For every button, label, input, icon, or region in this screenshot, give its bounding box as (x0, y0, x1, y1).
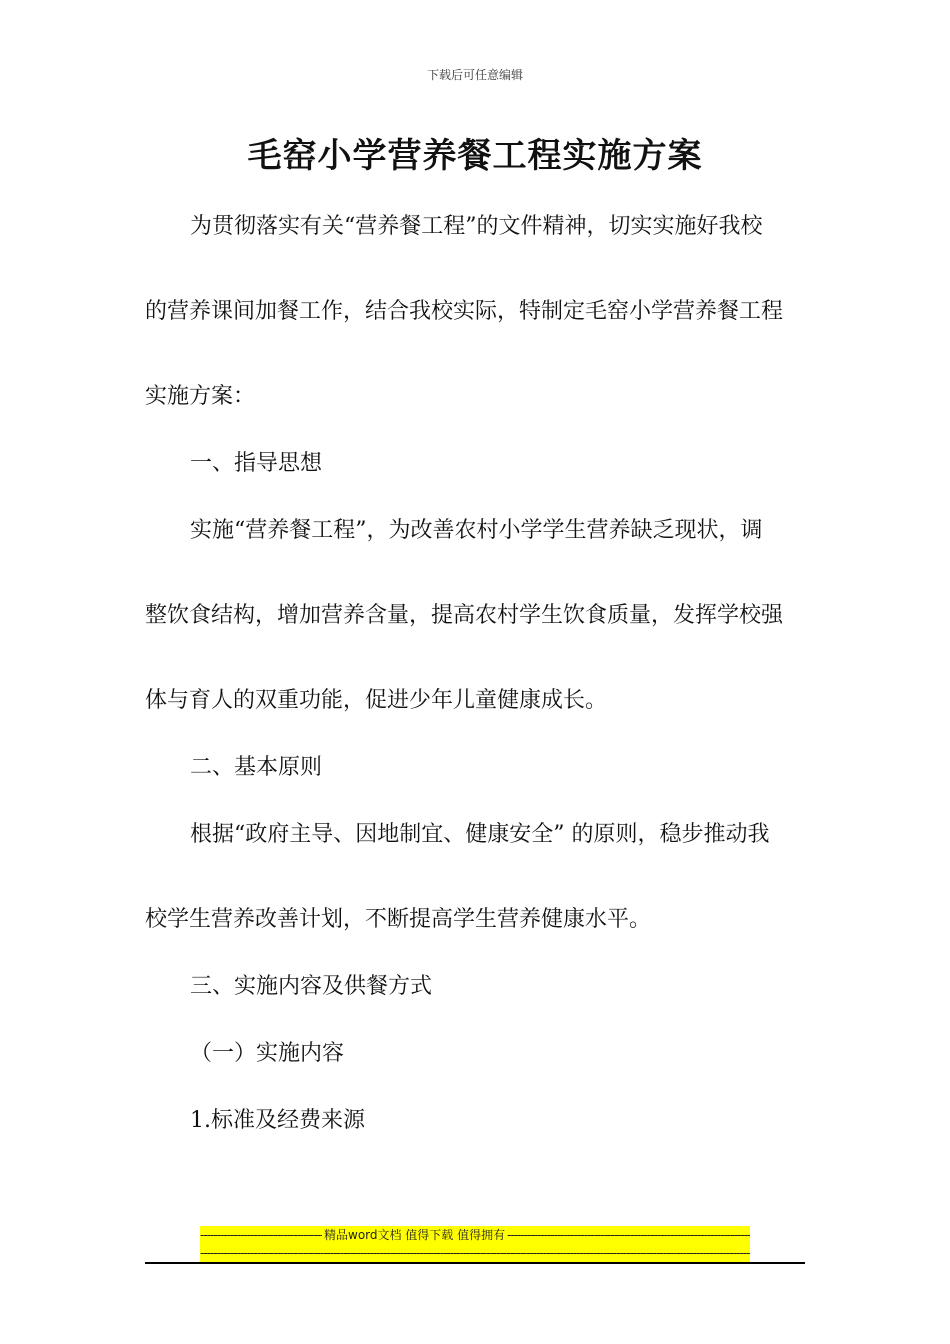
paragraph-line-5: 整饮食结构，增加营养含量，提高农村学生饮食质量，发挥学校强 (145, 603, 784, 628)
paragraph-line-4: 实施“营养餐工程”，为改善农村小学学生营养缺乏现状，调 (190, 518, 763, 543)
document-title: 毛窑小学营养餐工程实施方案 (247, 136, 703, 176)
dash-divider (507, 1226, 750, 1244)
paragraph-line-2: 的营养课间加餐工作，结合我校实际，特制定毛窑小学营养餐工程 (145, 299, 784, 324)
paragraph-line-3: 实施方案： (145, 384, 256, 409)
section-heading-3: 三、实施内容及供餐方式 (190, 974, 433, 999)
list-item-1: 1.标准及经费来源 (190, 1108, 365, 1133)
paragraph-line-1: 为贯彻落实有关“营养餐工程”的文件精神，切实实施好我校 (190, 214, 763, 239)
dash-divider (200, 1244, 750, 1262)
footer-banner-text: 精品word文档 值得下载 值得拥有 (324, 1228, 506, 1242)
footer-banner-row-1 (200, 1226, 750, 1244)
paragraph-line-7: 根据“政府主导、因地制宜、健康安全” 的原则，稳步推动我 (190, 822, 770, 847)
footer-banner-row-2 (200, 1244, 750, 1262)
dash-divider (200, 1226, 322, 1244)
header-note: 下载后可任意编辑 (426, 68, 523, 82)
section-heading-2: 二、基本原则 (190, 755, 323, 780)
subsection-heading-1: （一）实施内容 (190, 1041, 345, 1066)
paragraph-line-8: 校学生营养改善计划，不断提高学生营养健康水平。 (145, 907, 652, 932)
paragraph-line-6: 体与育人的双重功能，促进少年儿童健康成长。 (145, 688, 608, 713)
section-heading-1: 一、指导思想 (190, 451, 323, 476)
footer-rule (145, 1262, 805, 1264)
footer-banner (200, 1226, 750, 1262)
